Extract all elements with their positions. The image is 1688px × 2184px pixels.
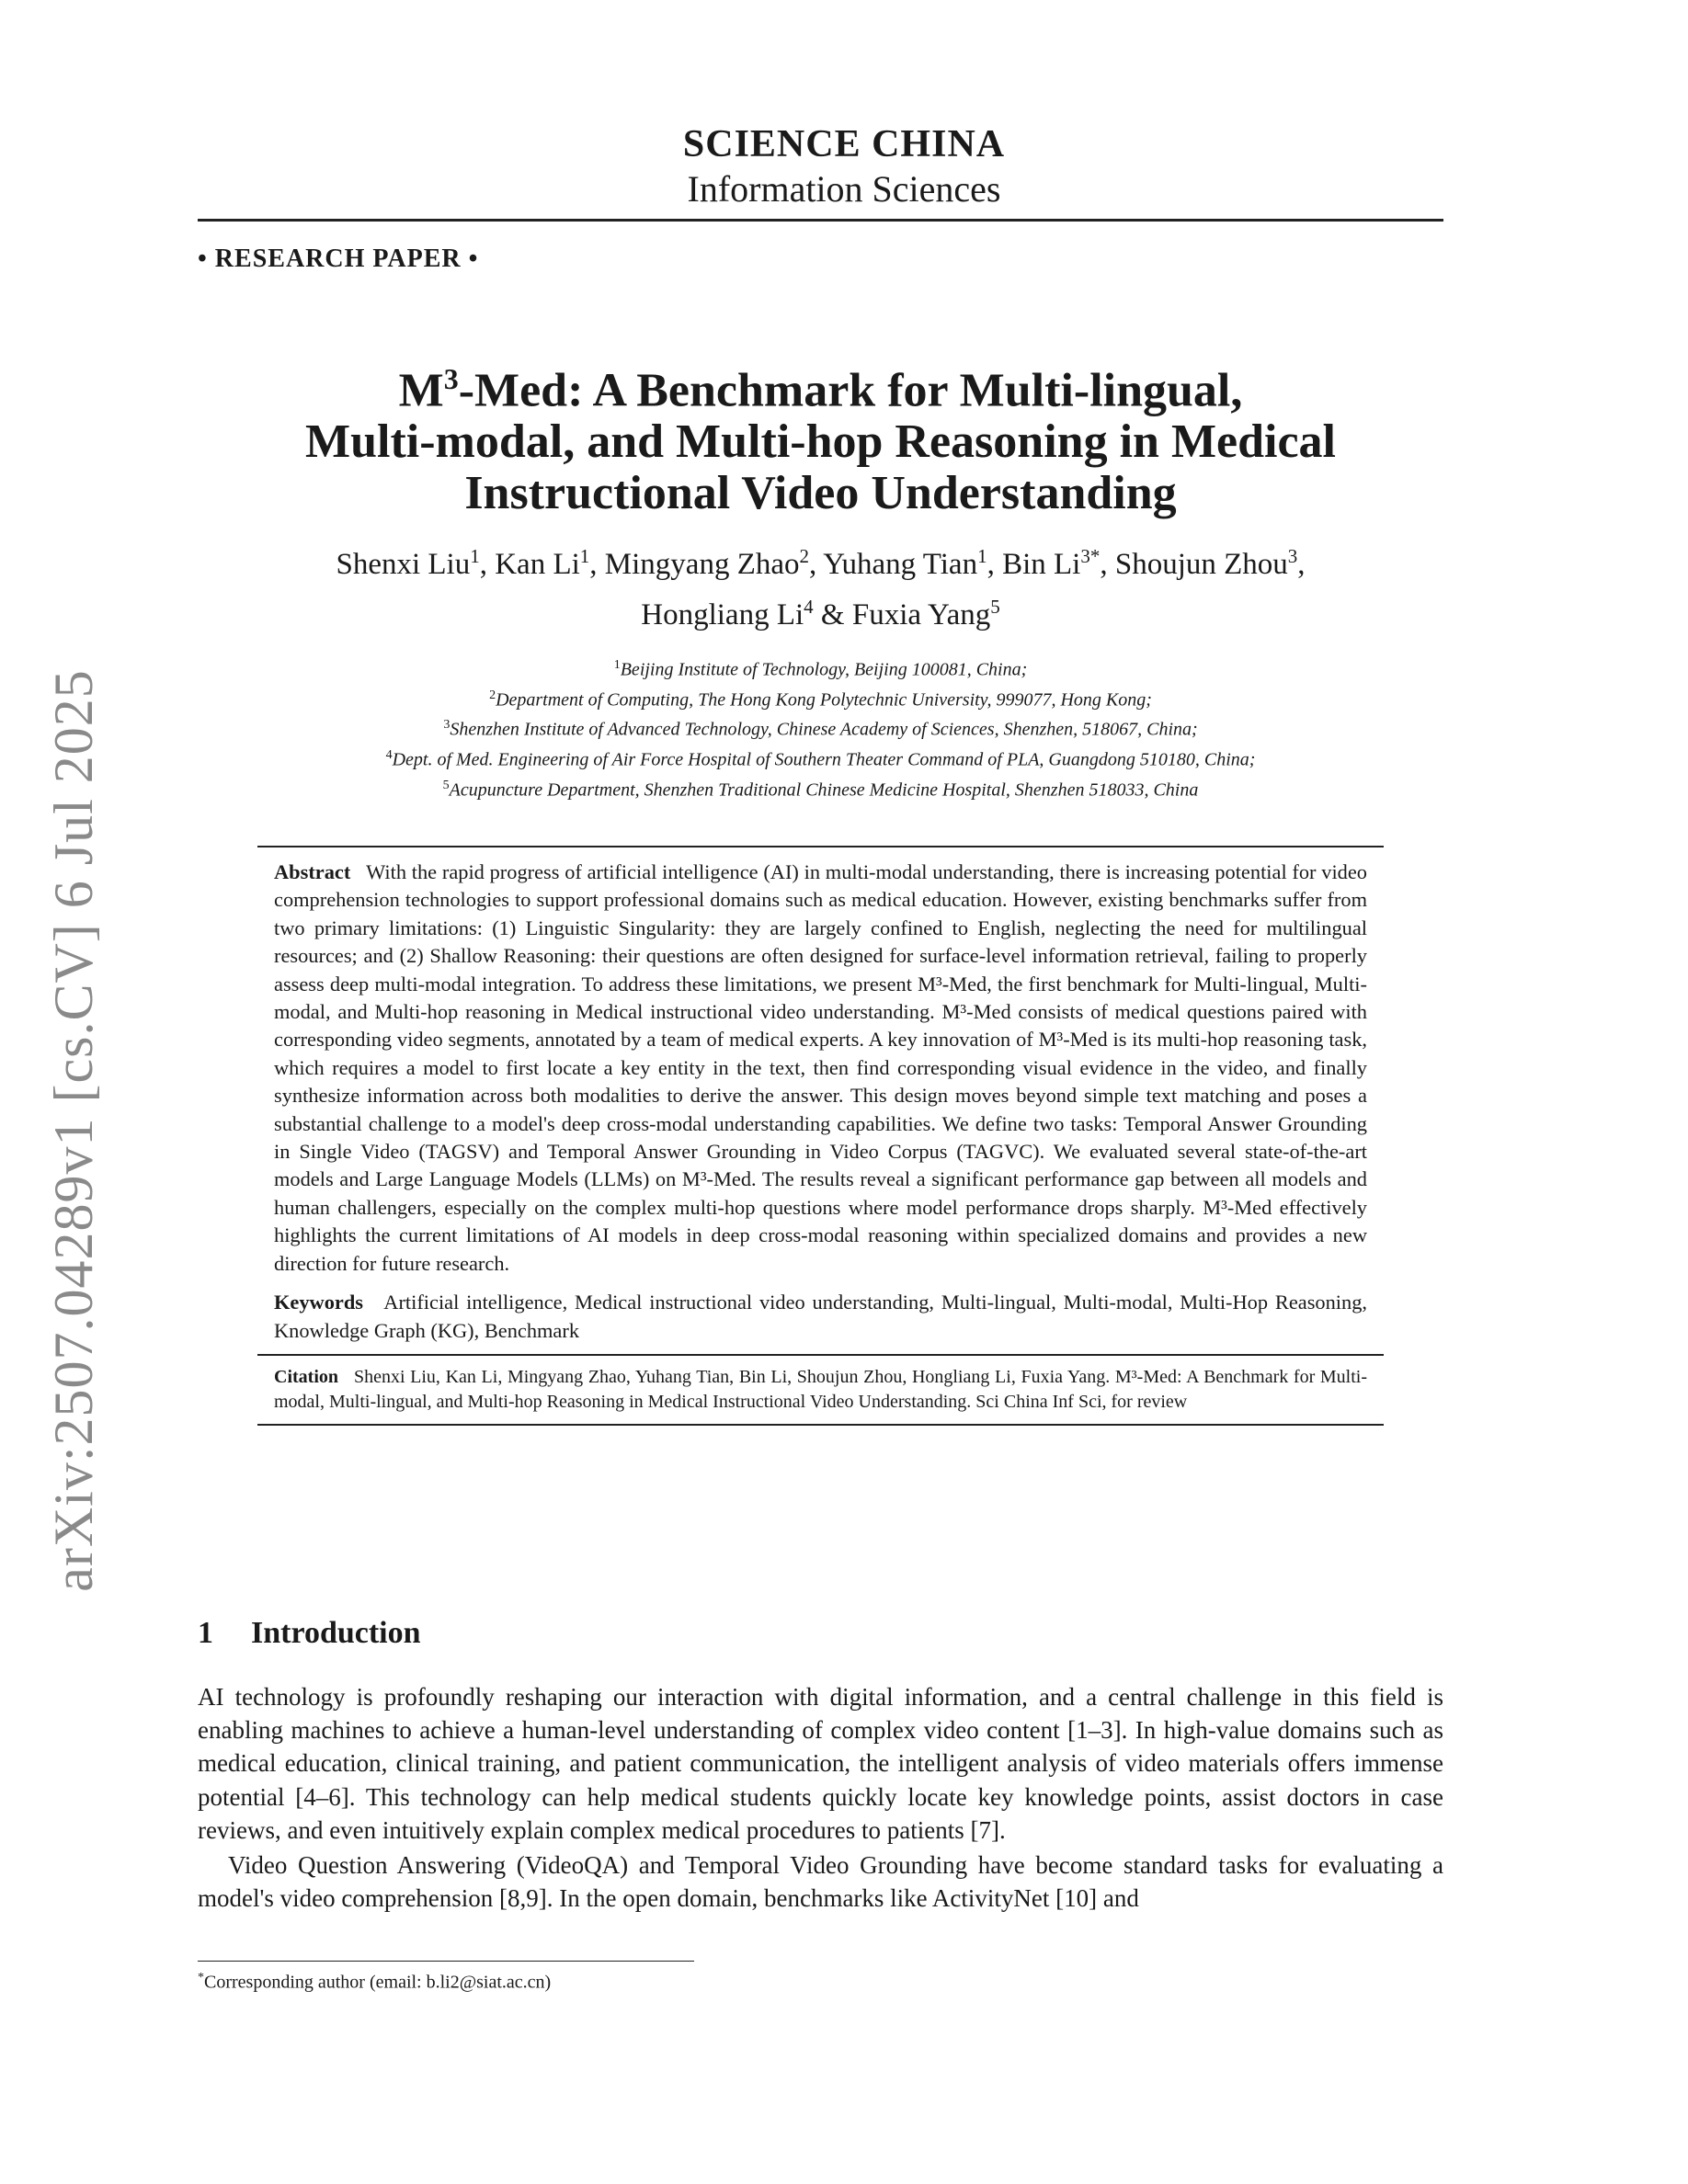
affiliation-1: $^1$Beijing Institute of Technology, Beijing 100081, China;: [613, 658, 1028, 680]
journal-header: [0, 121, 1688, 211]
arxiv-identifier-stamp: arXiv:2507.04289v1 [cs.CV] 6 Jul 2025: [43, 669, 104, 1592]
citation-bottom-rule: [257, 1424, 1384, 1426]
abstract-label: Abstract: [274, 860, 351, 883]
title-line-1-rest: -Med: A Benchmark for Multi-lingual,: [458, 364, 1243, 417]
keywords: [257, 1278, 1384, 1354]
citation: [257, 1356, 1384, 1424]
journal-subtitle: Information Sciences: [687, 168, 1001, 210]
paragraph-2: Video Question Answering (VideoQA) and Temporal Video Grounding have become standard tasks for evaluating a model's video comprehension [8,9]. In the open domain, benchmarks like ActivityNet [10] and: [198, 1851, 1443, 1913]
title-prefix: M: [398, 364, 444, 417]
title-superscript: 3: [443, 362, 459, 395]
keywords-text: Artificial intelligence, Medical instructional video understanding, Multi-lingual, Multi-modal, Multi-Hop Reasoning, Knowledge Graph (KG), Benchmark: [274, 1291, 1368, 1342]
title-line-1: [165, 353, 1476, 416]
author-6: Shoujun Zhou$^3$: [1114, 545, 1298, 581]
affiliation-4: $^4$Dept. of Med. Engineering of Air Force Hospital of Southern Theater Command of PLA, Guangdong 510180, China;: [385, 747, 1256, 770]
footnote: [198, 1965, 551, 1996]
affiliation-2: $^2$Department of Computing, The Hong Kong Polytechnic University, 999077, Hong Kong;: [489, 688, 1152, 711]
citation-label: Citation: [274, 1366, 338, 1387]
paper-title: [165, 353, 1476, 519]
footnote-text: Corresponding author (email: b.li2@siat.ac.cn): [204, 1972, 552, 1993]
affiliation-list: [175, 653, 1466, 802]
section-title: Introduction: [251, 1616, 421, 1650]
author-list: Shenxi Liu$^1$, Kan Li$^1$, Mingyang Zhao$^2$, Yuhang Tian$^1$, Bin $Li^{3*}$, Shoujun Zhou$^3$, Hongliang Li$^4$ & Fuxia Yang$^5$: [336, 545, 1306, 631]
section-number: 1: [198, 1616, 213, 1650]
title-line-2: Multi-modal, and Multi-hop Reasoning in Medical: [305, 415, 1336, 469]
section-heading-introduction: [198, 1616, 421, 1651]
author-5: Bin $Li^{3*}$: [1002, 545, 1101, 581]
affiliation-3: $^3$Shenzhen Institute of Advanced Technology, Chinese Academy of Sciences, Shenzhen, 518067, China;: [443, 718, 1198, 740]
paper-type-tag: • RESEARCH PAPER •: [198, 245, 479, 273]
title-line-3: Instructional Video Understanding: [464, 467, 1177, 520]
citation-text: Shenxi Liu, Kan Li, Mingyang Zhao, Yuhang Tian, Bin Li, Shoujun Zhou, Hongliang Li, Fuxia Yang. M³-Med: A Benchmark for Multi-modal, Multi-lingual, and Multi-hop Reasoning in Medical Instructional Video Understanding. Sci China Inf Sci, for review: [274, 1366, 1368, 1412]
journal-name: SCIENCE CHINA: [682, 123, 1006, 165]
abstract: [257, 847, 1384, 1278]
author-3: Mingyang Zhao$^2$: [604, 545, 809, 581]
header-rule: [198, 219, 1443, 222]
abstract-box: [257, 846, 1384, 1426]
author-2: Kan Li$^1$: [495, 545, 590, 581]
affiliation-5: $^5$Acupuncture Department, Shenzhen Traditional Chinese Medicine Hospital, Shenzhen 518033, China: [442, 778, 1199, 801]
introduction-body: [198, 1680, 1443, 1915]
abstract-text: With the rapid progress of artificial intelligence (AI) in multi-modal understanding, there is increasing potential for video comprehension technologies to support professional domains such as medical education. However, existing benchmarks suffer from two primary limitations: (1) Linguistic Singularity: they are largely confined to English, neglecting the need for multilingual resources; and (2) Shallow Reasoning: their questions are often designed for surface-level information retrieval, failing to properly assess deep multi-modal integration. To address these limitations, we present M³-Med, the first benchmark for Multi-lingual, Multi-modal, and Multi-hop reasoning in Medical instructional video understanding. M³-Med consists of medical questions paired with corresponding video segments, annotated by a team of medical experts. A key innovation of M³-Med is its multi-hop reasoning task, which requires a model to first locate a key entity in the text, then find corresponding visual evidence in the video, and finally synthesize information across both modalities to derive the answer. This design moves beyond simple text matching and poses a substantial challenge to a model's deep cross-modal understanding capabilities. We define two tasks: Temporal Answer Grounding in Single Video (TAGSV) and Temporal Answer Grounding in Video Corpus (TAGVC). We evaluated several state-of-the-art models and Large Language Models (LLMs) on M³-Med. The results reveal a significant performance gap between all models and human challengers, especially on the complex multi-hop questions where model performance drops sharply. M³-Med effectively highlights the current limitations of AI models in deep cross-modal reasoning within specialized domains and provides a new direction for future research.: [274, 860, 1367, 1275]
author-8: Fuxia Yang$^5$: [851, 596, 1000, 631]
author-1: Shenxi Liu$^1$: [336, 545, 480, 581]
paragraph-1: AI technology is profoundly reshaping our interaction with digital information, and a central challenge in this field is enabling machines to achieve a human-level understanding of complex video content [1–3]. In high-value domains such as medical education, clinical training, and patient communication, the intelligent analysis of video materials offers immense potential [4–6]. This technology can help medical students quickly locate key knowledge points, assist doctors in case reviews, and even intuitively explain complex medical procedures to patients [7].: [198, 1683, 1443, 1844]
footnote-mark: *: [198, 1971, 204, 1985]
keywords-label: Keywords: [274, 1291, 364, 1314]
author-7: Hongliang Li$^4$: [641, 596, 814, 631]
author-4: Yuhang Tian$^1$: [823, 545, 987, 581]
footnote-rule: [198, 1961, 694, 1962]
